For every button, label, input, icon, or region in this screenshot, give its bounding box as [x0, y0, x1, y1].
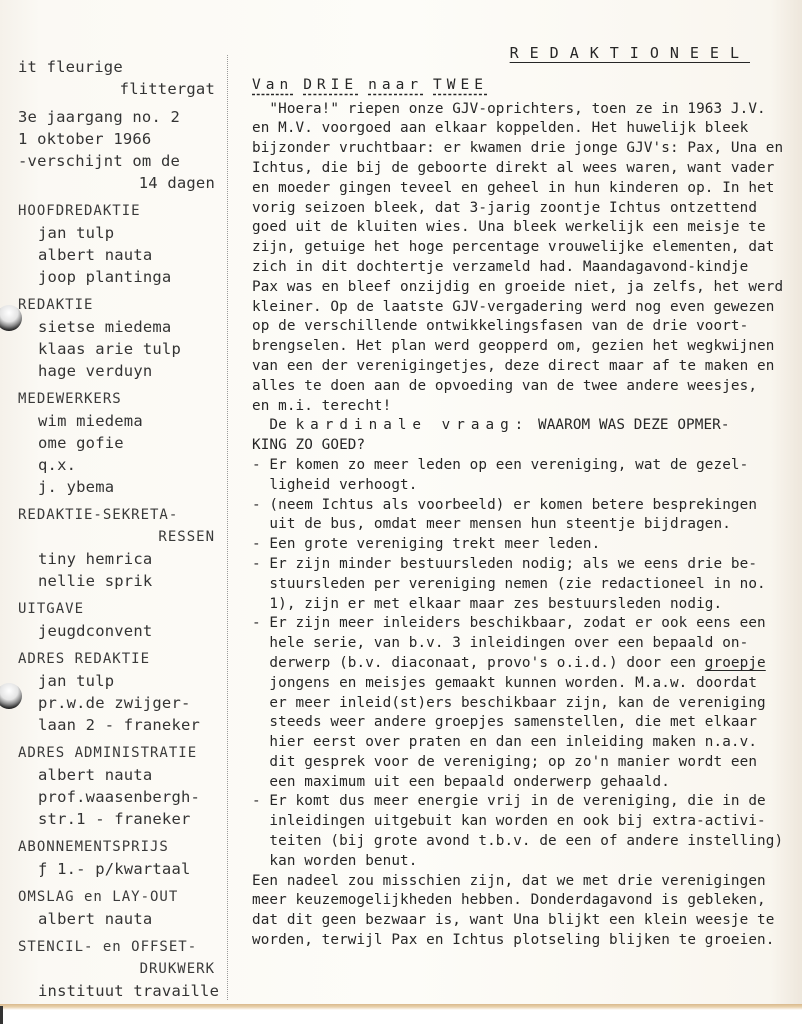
- masthead-line-1: it fleurige: [18, 58, 123, 76]
- section-item: albert nauta: [38, 910, 153, 928]
- frequency-line: -verschijnt om de: [18, 152, 181, 170]
- body-line: goed uit de kluiten wies. Una bleek werkelijk een meisje te: [252, 219, 766, 236]
- bullet-line: inleidingen uitgebuit kan worden en ook bij extra-activi-: [252, 813, 766, 830]
- body-line: Ichtus, die bij de geboorte direkt al wees waren, want vader: [252, 159, 775, 176]
- bullet-item: [252, 555, 792, 614]
- bullet-item: [252, 535, 792, 555]
- bullet-line: - Er komt dus meer energie vrij in de vereniging, die in de: [252, 793, 766, 810]
- section-heading: REDAKTIE: [18, 297, 94, 313]
- page-corner-shadow: [0, 1006, 3, 1024]
- closing-line: meer keuzemogelijkheden hebben. Donderdagavond is gebleken,: [252, 892, 766, 909]
- section-heading: ABONNEMENTSPRIJS: [18, 839, 169, 855]
- question-line-2: KING ZO GOED?: [252, 437, 366, 454]
- headline-word: naar: [368, 76, 424, 93]
- bullet-item: [252, 792, 792, 871]
- headline-word: DRIE: [303, 76, 359, 93]
- text-fragment: derwerp (b.v. diaconaat, provo's o.i.d.) door een: [252, 654, 705, 671]
- article-column: [252, 44, 792, 951]
- bullet-line: - Er komen zo meer leden op een vereniging, wat de gezel-: [252, 456, 749, 473]
- section-heading: HOOFDREDAKTIE: [18, 203, 141, 219]
- section-heading: MEDEWERKERS: [18, 391, 122, 407]
- bullet-line: ligheid verhoogt.: [252, 476, 418, 493]
- bullet-item: [252, 456, 792, 496]
- body-line: alles te doen aan de opvoeding van de twee andere weesjes,: [252, 377, 758, 394]
- section-item: albert nauta: [38, 766, 153, 784]
- bullet-line: hele serie, van b.v. 3 inleidingen over een bepaald on-: [252, 635, 749, 652]
- bullet-line: - (neem Ichtus als voorbeeld) er komen betere besprekingen: [252, 496, 758, 513]
- section-item: tiny hemrica: [38, 550, 153, 568]
- section-item: albert nauta: [38, 246, 153, 264]
- bullet-line: een maximum uit een bepaald onderwerp gehaald.: [252, 773, 670, 790]
- bullet-line: - Er zijn minder bestuursleden nodig; als we eens drie be-: [252, 555, 758, 572]
- issue-date: 1 oktober 1966: [18, 130, 152, 148]
- section-item: j. ybema: [38, 478, 115, 496]
- section-item: jeugdconvent: [38, 622, 153, 640]
- headline-word: TWEE: [433, 76, 488, 93]
- section-item: wim miedema: [38, 412, 143, 430]
- bullet-line: - Een grote vereniging trekt meer leden.: [252, 536, 601, 553]
- section-heading: REDAKTIE-SEKRETA-: [18, 507, 179, 523]
- bullet-line: teiten (bij grote avond t.b.v. de een of andere instelling): [252, 833, 784, 850]
- section-item: prof.waasenbergh-: [38, 788, 201, 806]
- section-item: joop plantinga: [38, 268, 172, 286]
- section-heading: STENCIL- en OFFSET-: [18, 939, 198, 955]
- section-heading-cont: RESSEN: [158, 529, 215, 545]
- bullet-item: [252, 614, 792, 792]
- body-line: kleiner. Op de laatste GJV-vergadering werd nog even gewezen: [252, 298, 775, 315]
- page-bottom-edge: [0, 1004, 802, 1024]
- question-line: De kardinale vraag: WAAROM WAS DEZE OPMER-: [252, 417, 730, 434]
- closing-line: worden, terwijl Pax en Ichtus plotseling blijken te groeien.: [252, 932, 775, 949]
- bullet-line: jongens en meisjes gemaakt kunnen worden. M.a.w. doordat: [252, 674, 758, 691]
- section-item: instituut travaille: [38, 982, 220, 1000]
- body-line: zijn, getuige het hoge percentage vrouwelijke elementen, dat: [252, 239, 775, 256]
- column-divider: [227, 55, 228, 1000]
- issue-line: 3e jaargang no. 2: [18, 108, 181, 126]
- colophon-sidebar: [18, 56, 223, 1002]
- body-line: bijzonder vruchtbaar: er kwamen drie jonge GJV's: Pax, Una en: [252, 140, 784, 157]
- section-item: sietse miedema: [38, 318, 172, 336]
- bullet-line: 1), zijn er met elkaar maar zes bestuursleden nodig.: [252, 595, 723, 612]
- bullet-item: [252, 496, 792, 536]
- section-item: ome gofie: [38, 434, 124, 452]
- body-line: brengselen. Het plan werd geopperd om, gezien het wegkwijnen: [252, 338, 775, 355]
- bullet-line: hier eerst over praten en dan een inleiding maken n.a.v.: [252, 734, 758, 751]
- section-heading-cont: DRUKWERK: [139, 961, 215, 977]
- bullet-line: dit gesprek voor de vereniging; op zo'n manier wordt een: [252, 753, 758, 770]
- section-heading: OMSLAG en LAY-OUT: [18, 889, 179, 905]
- section-item: klaas arie tulp: [38, 340, 181, 358]
- article-headline: [252, 76, 792, 96]
- body-line: zich in dit dochtertje verzameld had. Maandagavond-kindje: [252, 258, 749, 275]
- section-item: hage verduyn: [38, 362, 153, 380]
- section-item: nellie sprik: [38, 572, 153, 590]
- section-heading: ADRES ADMINISTRATIE: [18, 745, 198, 761]
- frequency-line-2: 14 dagen: [138, 174, 215, 192]
- body-line: "Hoera!" riepen onze GJV-oprichters, toen ze in 1963 J.V.: [252, 100, 766, 117]
- masthead-line-2: flittergat: [119, 80, 215, 98]
- bullet-line: - Er zijn meer inleiders beschikbaar, zodat er ook eens een: [252, 615, 766, 632]
- section-item: pr.w.de zwijger-: [38, 694, 191, 712]
- section-item: jan tulp: [38, 672, 115, 690]
- section-item: q.x.: [38, 456, 77, 474]
- closing-line: dat dit geen bezwaar is, want Una blijkt een klein weesje te: [252, 912, 775, 929]
- bullet-line: er meer inleid(st)ers beschikbaar zijn, kan de vereniging: [252, 694, 766, 711]
- underlined-word: groepje: [704, 654, 766, 671]
- body-line: Pax was en bleef onzijdig en groeide niet, ja zelfs, het werd: [252, 278, 784, 295]
- section-item: jan tulp: [38, 224, 115, 242]
- section-heading: UITGAVE: [18, 601, 85, 617]
- body-line: en moeder gingen teveel en geheel in hun kinderen op. In het: [252, 179, 775, 196]
- section-item: str.1 - franeker: [38, 810, 191, 828]
- body-line: op de verschillende ontwikkelingsfasen van de drie voort-: [252, 318, 749, 335]
- body-line: en M.V. voorgoed aan elkaar koppelden. Het huwelijk bleek: [252, 120, 749, 137]
- section-heading: ADRES REDAKTIE: [18, 651, 151, 667]
- bullet-line: steeds weer andere groepjes samenstellen, die met elkaar: [252, 714, 758, 731]
- bullet-line: uit de bus, omdat meer mensen hun steentje bijdragen.: [252, 516, 731, 533]
- body-line: van een der verenigingetjes, deze direct maar af te maken en: [252, 357, 775, 374]
- closing-line: Een nadeel zou misschien zijn, dat we met drie verenigingen: [252, 872, 766, 889]
- body-line: vorig seizoen bleek, dat 3-jarig zoontje Ichtus ontzettend: [252, 199, 758, 216]
- headline-word: Van: [252, 76, 294, 93]
- article-section-title: REDAKTIONEEL: [509, 44, 750, 62]
- bullet-line: stuursleden per vereniging nemen (zie redactioneel in no.: [252, 575, 766, 592]
- bullet-line: [252, 654, 792, 674]
- bullet-line: kan worden benut.: [252, 852, 418, 869]
- body-line: en m.i. terecht!: [252, 397, 392, 414]
- section-item: laan 2 - franeker: [38, 716, 201, 734]
- section-item: ƒ 1.- p/kwartaal: [38, 860, 191, 878]
